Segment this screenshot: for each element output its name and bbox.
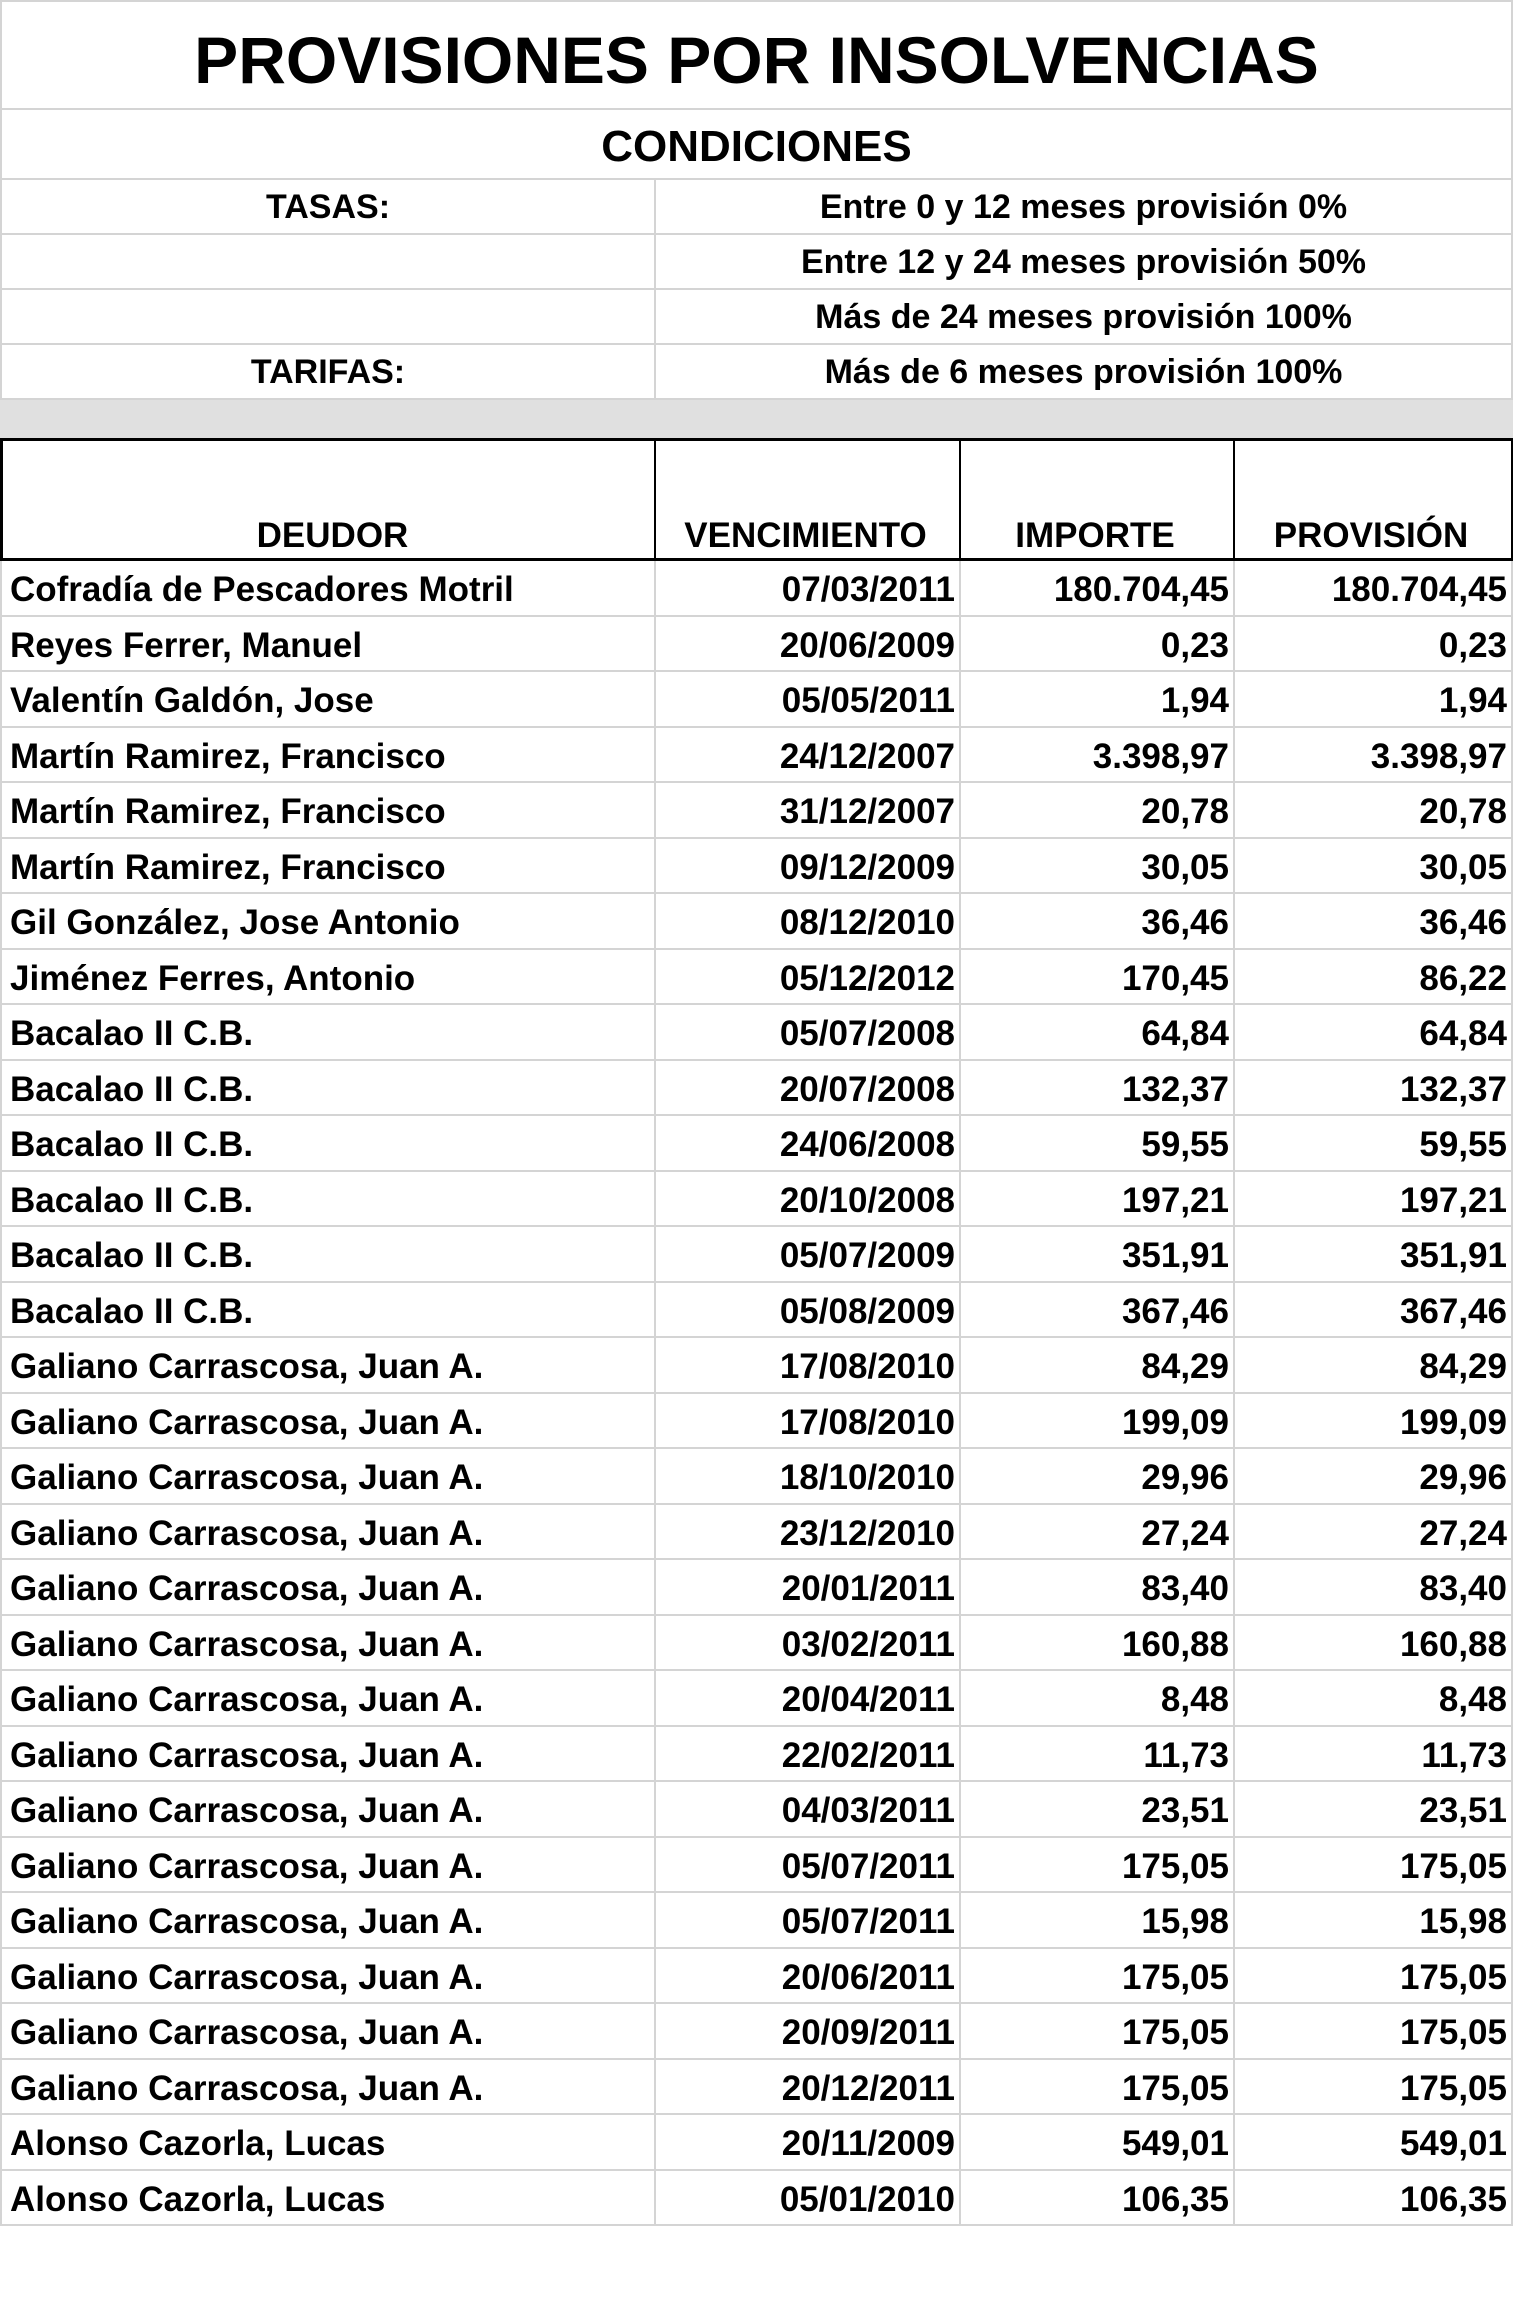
cell-provision[interactable]: 86,22 [1235,950,1513,1006]
cell-importe[interactable]: 27,24 [961,1505,1235,1561]
cell-provision[interactable]: 175,05 [1235,1838,1513,1894]
table-row [0,1838,1513,1894]
cell-deudor[interactable]: Galiano Carrascosa, Juan A. [0,1616,656,1672]
title-row [0,0,1513,110]
table-row [0,672,1513,728]
cell-vencimiento[interactable]: 05/07/2009 [656,1227,961,1283]
cell-provision[interactable]: 549,01 [1235,2115,1513,2171]
table-body [0,561,1513,2226]
cell-importe[interactable]: 83,40 [961,1560,1235,1616]
table-row [0,1727,1513,1783]
cell-deudor[interactable]: Galiano Carrascosa, Juan A. [0,2004,656,2060]
cell-importe[interactable]: 15,98 [961,1893,1235,1949]
cell-deudor[interactable]: Alonso Cazorla, Lucas [0,2171,656,2227]
cell-deudor[interactable]: Galiano Carrascosa, Juan A. [0,1560,656,1616]
page-title[interactable]: PROVISIONES POR INSOLVENCIAS [0,0,1513,110]
table-row [0,2060,1513,2116]
cell-deudor[interactable]: Alonso Cazorla, Lucas [0,2115,656,2171]
cell-importe[interactable]: 30,05 [961,839,1235,895]
cell-provision[interactable]: 29,96 [1235,1449,1513,1505]
cell-provision[interactable]: 175,05 [1235,1949,1513,2005]
cell-vencimiento[interactable]: 20/11/2009 [656,2115,961,2171]
cell-vencimiento[interactable]: 23/12/2010 [656,1505,961,1561]
cell-importe[interactable]: 20,78 [961,783,1235,839]
cell-deudor[interactable]: Bacalao II C.B. [0,1172,656,1228]
cell-vencimiento[interactable]: 20/12/2011 [656,2060,961,2116]
cell-importe[interactable]: 1,94 [961,672,1235,728]
cell-importe[interactable]: 199,09 [961,1394,1235,1450]
table-row [0,1893,1513,1949]
cell-deudor[interactable]: Galiano Carrascosa, Juan A. [0,1893,656,1949]
cell-provision[interactable]: 180.704,45 [1235,561,1513,617]
cell-deudor[interactable]: Bacalao II C.B. [0,1005,656,1061]
cell-deudor[interactable]: Bacalao II C.B. [0,1116,656,1172]
cell-importe[interactable]: 170,45 [961,950,1235,1006]
cell-vencimiento[interactable]: 05/08/2009 [656,1283,961,1339]
table-row [0,1449,1513,1505]
cell-deudor[interactable]: Galiano Carrascosa, Juan A. [0,2060,656,2116]
cell-importe[interactable]: 351,91 [961,1227,1235,1283]
cell-provision[interactable]: 20,78 [1235,783,1513,839]
cell-importe[interactable]: 175,05 [961,1838,1235,1894]
cell-vencimiento[interactable]: 18/10/2010 [656,1449,961,1505]
cell-importe[interactable]: 64,84 [961,1005,1235,1061]
condition-label[interactable] [0,235,656,290]
cell-vencimiento[interactable]: 17/08/2010 [656,1394,961,1450]
cell-deudor[interactable]: Galiano Carrascosa, Juan A. [0,1505,656,1561]
cell-vencimiento[interactable]: 05/05/2011 [656,672,961,728]
table-row [0,1005,1513,1061]
condition-label[interactable]: TARIFAS: [0,345,656,400]
cell-vencimiento[interactable]: 17/08/2010 [656,1338,961,1394]
cell-vencimiento[interactable]: 24/12/2007 [656,728,961,784]
cell-importe[interactable]: 175,05 [961,2060,1235,2116]
cell-importe[interactable]: 160,88 [961,1616,1235,1672]
cell-vencimiento[interactable]: 20/01/2011 [656,1560,961,1616]
condition-label[interactable] [0,290,656,345]
condition-value[interactable]: Más de 6 meses provisión 100% [656,345,1513,400]
cell-vencimiento[interactable]: 20/07/2008 [656,1061,961,1117]
cell-importe[interactable]: 132,37 [961,1061,1235,1117]
cell-deudor[interactable]: Cofradía de Pescadores Motril [0,561,656,617]
table-row [0,561,1513,617]
cell-vencimiento[interactable]: 31/12/2007 [656,783,961,839]
cell-provision[interactable]: 197,21 [1235,1172,1513,1228]
cell-deudor[interactable]: Galiano Carrascosa, Juan A. [0,1671,656,1727]
header-provision[interactable]: PROVISIÓN [1235,438,1513,561]
table-row [0,2171,1513,2227]
cell-deudor[interactable]: Martín Ramirez, Francisco [0,728,656,784]
cell-importe[interactable]: 367,46 [961,1283,1235,1339]
table-header-row [0,438,1513,561]
cell-deudor[interactable]: Bacalao II C.B. [0,1227,656,1283]
cell-provision[interactable]: 106,35 [1235,2171,1513,2227]
cell-provision[interactable]: 3.398,97 [1235,728,1513,784]
table-row [0,1116,1513,1172]
cell-deudor[interactable]: Bacalao II C.B. [0,1283,656,1339]
cell-vencimiento[interactable]: 20/06/2011 [656,1949,961,2005]
cell-deudor[interactable]: Galiano Carrascosa, Juan A. [0,1394,656,1450]
condition-row [0,180,1513,235]
cell-importe[interactable]: 175,05 [961,1949,1235,2005]
cell-provision[interactable]: 27,24 [1235,1505,1513,1561]
cell-provision[interactable]: 8,48 [1235,1671,1513,1727]
cell-vencimiento[interactable]: 20/09/2011 [656,2004,961,2060]
table-row [0,1616,1513,1672]
cell-provision[interactable]: 11,73 [1235,1727,1513,1783]
table-row [0,1283,1513,1339]
cell-deudor[interactable]: Bacalao II C.B. [0,1061,656,1117]
cell-provision[interactable]: 64,84 [1235,1005,1513,1061]
cell-provision[interactable]: 15,98 [1235,1893,1513,1949]
cell-provision[interactable]: 199,09 [1235,1394,1513,1450]
separator-band [0,400,1513,438]
condition-row [0,235,1513,290]
cell-vencimiento[interactable]: 05/07/2011 [656,1838,961,1894]
condition-value[interactable]: Más de 24 meses provisión 100% [656,290,1513,345]
condition-value[interactable]: Entre 0 y 12 meses provisión 0% [656,180,1513,235]
cell-deudor[interactable]: Galiano Carrascosa, Juan A. [0,1838,656,1894]
cell-importe[interactable]: 3.398,97 [961,728,1235,784]
header-importe[interactable]: IMPORTE [961,438,1235,561]
cell-importe[interactable]: 106,35 [961,2171,1235,2227]
cell-importe[interactable]: 180.704,45 [961,561,1235,617]
table-row [0,1560,1513,1616]
table-row [0,1394,1513,1450]
cell-vencimiento[interactable]: 04/03/2011 [656,1782,961,1838]
table-row [0,1338,1513,1394]
cell-importe[interactable]: 29,96 [961,1449,1235,1505]
header-vencimiento[interactable]: VENCIMIENTO [656,438,961,561]
cell-provision[interactable]: 59,55 [1235,1116,1513,1172]
cell-provision[interactable]: 84,29 [1235,1338,1513,1394]
cell-vencimiento[interactable]: 20/06/2009 [656,617,961,673]
condition-value[interactable]: Entre 12 y 24 meses provisión 50% [656,235,1513,290]
cell-provision[interactable]: 160,88 [1235,1616,1513,1672]
cell-importe[interactable]: 175,05 [961,2004,1235,2060]
table-row [0,2115,1513,2171]
cell-importe[interactable]: 549,01 [961,2115,1235,2171]
cell-importe[interactable]: 197,21 [961,1172,1235,1228]
cell-deudor[interactable]: Gil González, Jose Antonio [0,894,656,950]
table-row [0,1172,1513,1228]
cell-importe[interactable]: 8,48 [961,1671,1235,1727]
table-row [0,839,1513,895]
table-row [0,1505,1513,1561]
header-deudor[interactable]: DEUDOR [0,438,656,561]
table-row [0,728,1513,784]
cell-vencimiento[interactable]: 05/07/2011 [656,1893,961,1949]
cell-importe[interactable]: 59,55 [961,1116,1235,1172]
cell-deudor[interactable]: Valentín Galdón, Jose [0,672,656,728]
cell-provision[interactable]: 0,23 [1235,617,1513,673]
cell-vencimiento[interactable]: 24/06/2008 [656,1116,961,1172]
table-row [0,1782,1513,1838]
cell-deudor[interactable]: Galiano Carrascosa, Juan A. [0,1949,656,2005]
table-row [0,1671,1513,1727]
cell-vencimiento[interactable]: 20/04/2011 [656,1671,961,1727]
cell-vencimiento[interactable]: 03/02/2011 [656,1616,961,1672]
cell-deudor[interactable]: Galiano Carrascosa, Juan A. [0,1782,656,1838]
table-row [0,1061,1513,1117]
cell-vencimiento[interactable]: 20/10/2008 [656,1172,961,1228]
cell-provision[interactable]: 367,46 [1235,1283,1513,1339]
cell-importe[interactable]: 0,23 [961,617,1235,673]
condition-row [0,290,1513,345]
cell-deudor[interactable]: Galiano Carrascosa, Juan A. [0,1449,656,1505]
cell-provision[interactable]: 175,05 [1235,2004,1513,2060]
cell-vencimiento[interactable]: 05/07/2008 [656,1005,961,1061]
table-row [0,1227,1513,1283]
cell-provision[interactable]: 175,05 [1235,2060,1513,2116]
cell-provision[interactable]: 1,94 [1235,672,1513,728]
condition-label[interactable]: TASAS: [0,180,656,235]
cell-provision[interactable]: 36,46 [1235,894,1513,950]
cell-vencimiento[interactable]: 05/01/2010 [656,2171,961,2227]
cell-deudor[interactable]: Jiménez Ferres, Antonio [0,950,656,1006]
cell-importe[interactable]: 23,51 [961,1782,1235,1838]
table-row [0,1949,1513,2005]
cell-vencimiento[interactable]: 05/12/2012 [656,950,961,1006]
cell-provision[interactable]: 30,05 [1235,839,1513,895]
cell-importe[interactable]: 36,46 [961,894,1235,950]
table-row [0,617,1513,673]
table-row [0,783,1513,839]
cell-provision[interactable]: 23,51 [1235,1782,1513,1838]
cell-deudor[interactable]: Martín Ramirez, Francisco [0,839,656,895]
cell-provision[interactable]: 83,40 [1235,1560,1513,1616]
table-row [0,2004,1513,2060]
subtitle-row [0,110,1513,180]
cell-vencimiento[interactable]: 07/03/2011 [656,561,961,617]
cell-deudor[interactable]: Galiano Carrascosa, Juan A. [0,1338,656,1394]
table-row [0,894,1513,950]
cell-vencimiento[interactable]: 22/02/2011 [656,1727,961,1783]
cell-deudor[interactable]: Galiano Carrascosa, Juan A. [0,1727,656,1783]
cell-deudor[interactable]: Martín Ramirez, Francisco [0,783,656,839]
cell-importe[interactable]: 84,29 [961,1338,1235,1394]
cell-vencimiento[interactable]: 08/12/2010 [656,894,961,950]
conditions-heading[interactable]: CONDICIONES [0,110,1513,180]
cell-provision[interactable]: 351,91 [1235,1227,1513,1283]
cell-provision[interactable]: 132,37 [1235,1061,1513,1117]
condition-row [0,345,1513,400]
table-row [0,950,1513,1006]
cell-deudor[interactable]: Reyes Ferrer, Manuel [0,617,656,673]
cell-vencimiento[interactable]: 09/12/2009 [656,839,961,895]
cell-importe[interactable]: 11,73 [961,1727,1235,1783]
